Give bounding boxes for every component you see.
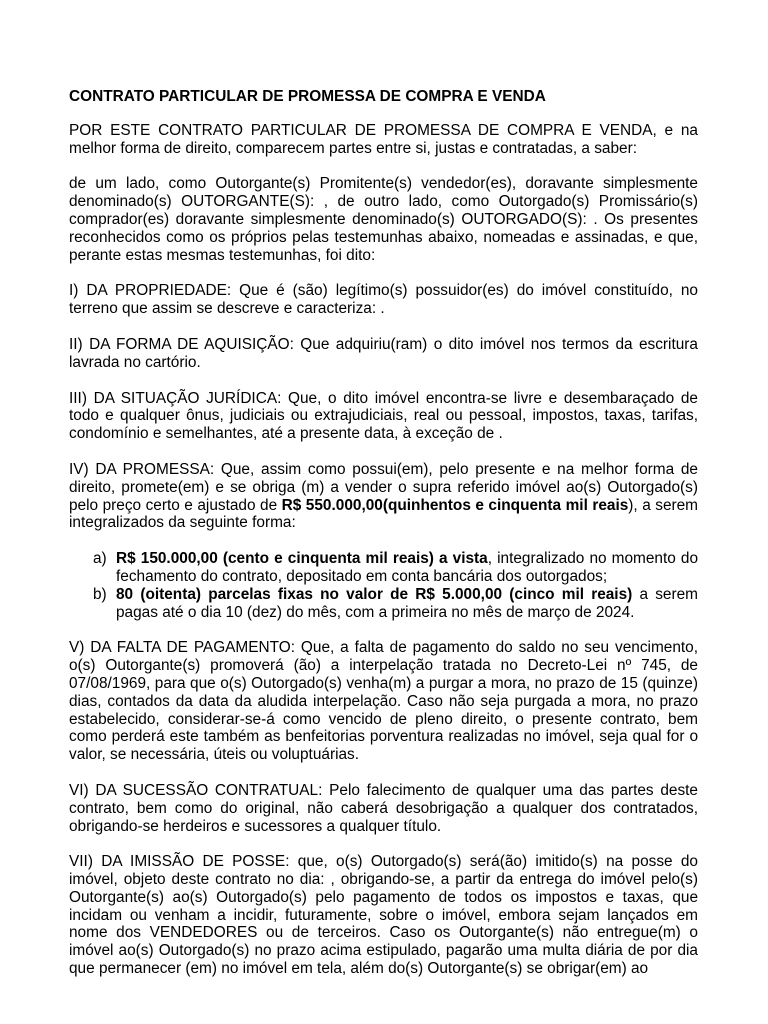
clause-promise-text-end: ), a serem integralizados da seguinte forma:: [69, 496, 699, 532]
payment-item-details: a serem pagas até o dia 10 (dez) do mês, com a primeira no mês de março de 2024.: [116, 585, 698, 621]
payment-item: [69, 586, 698, 622]
payment-item-amount: R$ 150.000,00 (cento e cinquenta mil reais) a vista: [116, 550, 488, 568]
parties-paragraph: de um lado, como Outorgante(s) Promitente(s) vendedor(es), doravante simplesmente denominado(s) OUTORGANTE(S): , de outro lado, como Outorgado(s) Promissário(s) comprador(es) doravante simplesmente denominado(s) OUTORGADO(S): . Os presentes reconhecidos como os próprios pelas testemunhas abaixo, nomeadas e assinadas, e que, perante estas mesmas testemunhas, foi dito:: [69, 175, 698, 264]
clause-property: I) DA PROPRIEDADE: Que é (são) legítimo(s) possuidor(es) do imóvel constituído, no terreno que assim se descreve e caracteriza: .: [69, 282, 698, 318]
payment-item-details: , integralizado no momento do fechamento do contrato, depositado em conta bancária dos outorgados;: [116, 550, 699, 585]
clause-payment-default: V) DA FALTA DE PAGAMENTO: Que, a falta de pagamento do saldo no seu vencimento, o(s) Outorgante(s) promoverá (ão) a interpelação tratada no Decreto-Lei nº 745, de 07/08/1969, para que o(s) Outorgado(s) venha(m) a purgar a mora, no prazo de 15 (quinze) dias, contados da data da aludida interpelação. Caso não seja purgada a mora, no prazo estabelecido, considerar-se-á como vencido de pleno direito, o presente contrato, bem como perderá este também as benfeitorias porventura realizadas no imóvel, seja qual for o valor, se necessária, úteis ou voluptuárias.: [69, 639, 698, 764]
payment-item-amount: 80 (oitenta) parcelas fixas no valor de R$ 5.000,00 (cinco mil reais): [116, 585, 633, 603]
document-title: CONTRATO PARTICULAR DE PROMESSA DE COMPRA E VENDA: [69, 88, 546, 105]
intro-paragraph: POR ESTE CONTRATO PARTICULAR DE PROMESSA DE COMPRA E VENDA, e na melhor forma de direito, comparecem partes entre si, justas e contratadas, a saber:: [69, 121, 698, 157]
list-marker: b): [93, 585, 107, 603]
payment-list: [69, 550, 698, 621]
clause-acquisition: II) DA FORMA DE AQUISIÇÃO: Que adquiriu(ram) o dito imóvel nos termos da escritura lavrada no cartório.: [69, 335, 698, 371]
list-marker: a): [93, 550, 107, 568]
clause-possession: VII) DA IMISSÃO DE POSSE: que, o(s) Outorgado(s) será(ão) imitido(s) na posse do imóvel, objeto deste contrato no dia: , obrigando-se, a partir da entrega do imóvel pelo(s) Outorgante(s) ao(s) Outorgado(s) pelo pagamento de todos os impostos e taxas, que incidam ou venham a incidir, futuramente, sobre o imóvel, embora sejam lançados em nome dos VENDEDORES ou de terceiros. Caso os Outorgante(s) não entregue(m) o imóvel ao(s) Outorgado(s) no prazo acima estipulado, pagarão uma multa diária de por dia que permanecer (em) no imóvel em tela, além do(s) Outorgante(s) se obrigar(em) ao: [69, 853, 698, 978]
clause-promise-text: IV) DA PROMESSA: Que, assim como possui(em), pelo presente e na melhor forma de direito, promete(em) e se obriga (m) a vender o supra referido imóvel ao(s) Outorgado(s) pelo preço certo e ajustado de: [69, 460, 698, 514]
contract-document: [69, 88, 698, 978]
payment-item: [69, 550, 698, 586]
clause-promise: [69, 461, 698, 532]
clause-legal-situation: III) DA SITUAÇÃO JURÍDICA: Que, o dito imóvel encontra-se livre e desembaraçado de todo e qualquer ônus, judiciais ou extrajudiciais, real ou pessoal, impostos, taxas, tarifas, condomínio e semelhantes, até a presente data, à exceção de .: [69, 389, 698, 443]
contract-price: R$ 550.000,00(quinhentos e cinquenta mil reais: [281, 496, 629, 514]
clause-succession: VI) DA SUCESSÃO CONTRATUAL: Pelo falecimento de qualquer uma das partes deste contrato, bem como do original, não caberá desobrigação a qualquer dos contratados, obrigando-se herdeiros e sucessores a qualquer título.: [69, 781, 698, 835]
